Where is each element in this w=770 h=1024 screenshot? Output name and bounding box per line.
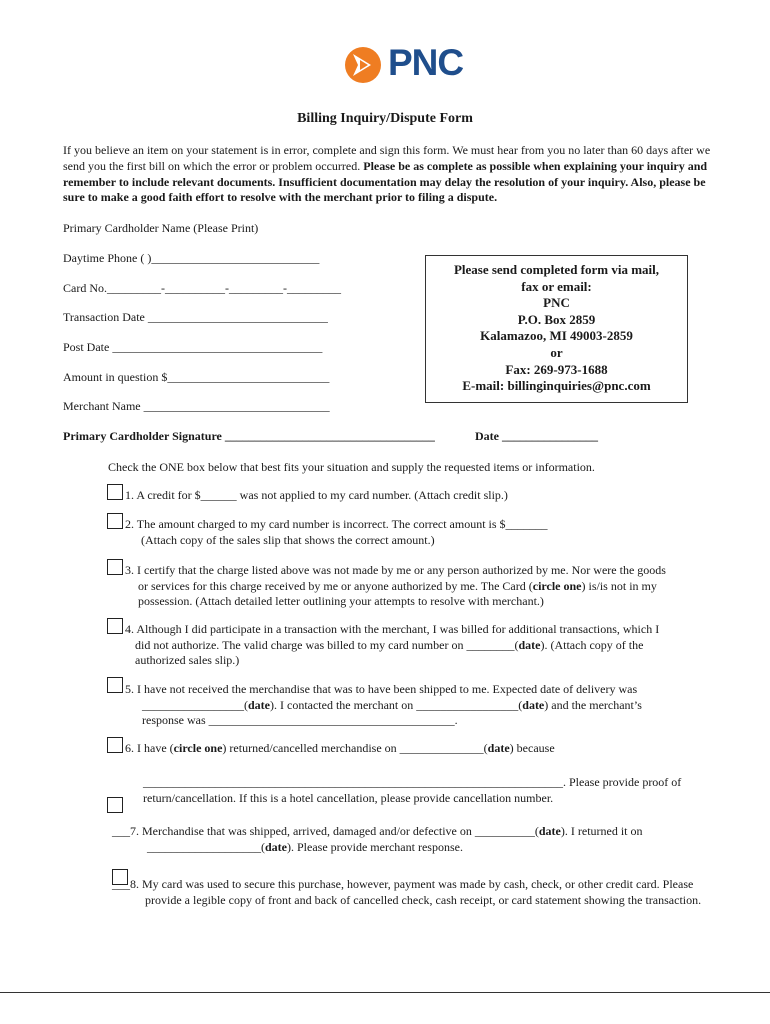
post-date-field[interactable]: Post Date ___________________________________ <box>63 340 323 354</box>
option-5-checkbox[interactable] <box>107 677 123 693</box>
mail-line: Kalamazoo, MI 49003-2859 <box>480 328 633 344</box>
mail-line: P.O. Box 2859 <box>517 311 596 327</box>
mail-line: PNC <box>543 295 570 311</box>
mail-line: or <box>550 344 563 360</box>
amount-field[interactable]: Amount in question $___________________________ <box>63 370 330 384</box>
option-4-checkbox[interactable] <box>107 618 123 634</box>
option-6b-checkbox[interactable] <box>107 797 123 813</box>
mail-line: E-mail: billinginquiries@pnc.com <box>462 378 651 394</box>
intro-bold: Please be as complete as possible when explaining your inquiry and remember to include relevant documents. Insufficient documentation may delay the resolution of your inquiry. Also, please be sure to make a good faith effort to resolve with the merchant prior to filing a dispute. <box>63 158 708 205</box>
logo-text: PNC <box>388 42 464 83</box>
mailing-info-box <box>425 255 688 403</box>
merchant-name-field[interactable]: Merchant Name _______________________________ <box>63 399 330 413</box>
mail-line: fax or email: <box>521 278 592 294</box>
option-8-text: ___8. My card was used to secure this purchase, however, payment was made by cash, check, or other credit card. Please provide a legible copy of front and back of cancelled check, cash receipt, or card statement showing the transaction. <box>112 877 702 907</box>
mail-line: Fax: 269-973-1688 <box>505 361 608 377</box>
option-1-checkbox[interactable] <box>107 484 123 500</box>
pnc-logo <box>344 42 478 84</box>
signature-date-field[interactable]: Date ________________ <box>475 429 598 443</box>
bottom-divider <box>0 992 770 993</box>
transaction-date-field[interactable]: Transaction Date ______________________________ <box>63 310 328 324</box>
option-1-text: 1. A credit for $______ was not applied to my card number. (Attach credit slip.) <box>125 488 508 502</box>
intro-normal: If you believe an item on your statement is in error, complete and sign this form. We must hear from you no later than 60 days after we send you the first bill on which the error or problem occurred. <box>63 143 711 173</box>
instruction-text: Check the ONE box below that best fits your situation and supply the requested items or information. <box>108 460 595 474</box>
option-4-text: 4. Although I did participate in a transaction with the merchant, I was billed for additional transactions, which I did not authorize. The valid charge was billed to my card number on ________(date). (Attach copy of the authorized sales slip.) <box>125 622 660 667</box>
intro-paragraph <box>63 143 723 206</box>
option-3-checkbox[interactable] <box>107 559 123 575</box>
option-2-checkbox[interactable] <box>107 513 123 529</box>
option-2-text: 2. The amount charged to my card number is incorrect. The correct amount is $_______ (Attach copy of the sales slip that shows the correct amount.) <box>125 517 548 547</box>
option-3-text: 3. I certify that the charge listed above was not made by me or any person authorized by me. Nor were the goods or services for this charge received by me or anyone authorized by me. The Card (circle one) is/is not in my possession. (Attach detailed letter outlining your attempts to resolve with merchant.) <box>125 563 666 608</box>
daytime-phone-field[interactable]: Daytime Phone ( )____________________________ <box>63 251 320 265</box>
form-title: Billing Inquiry/Dispute Form <box>297 111 473 126</box>
pnc-logo-icon <box>344 46 384 86</box>
option-7-text[interactable]: ___7. Merchandise that was shipped, arrived, damaged and/or defective on __________(date). I returned it on ___________________(date). Please provide merchant response. <box>112 824 643 854</box>
option-6-checkbox[interactable] <box>107 737 123 753</box>
option-6-text: 6. I have (circle one) returned/cancelled merchandise on ______________(date) because <box>125 741 555 755</box>
mail-line: Please send completed form via mail, <box>453 262 660 277</box>
cardholder-name-field[interactable]: Primary Cardholder Name (Please Print) <box>63 221 259 235</box>
option-5-text: 5. I have not received the merchandise that was to have been shipped to me. Expected date of delivery was _________________(date). I contacted the merchant on _________________(date) and the merchant’s response was _________________________________________. <box>125 682 642 727</box>
option-6-continued: ______________________________________________________________________. Please provide proof of return/cancellation. If this is a hotel cancellation, please provide cancellation number. <box>143 775 682 805</box>
card-number-field[interactable]: Card No._________-__________-_________-_________ <box>63 281 341 295</box>
signature-field[interactable]: Primary Cardholder Signature ___________________________________ <box>63 429 435 443</box>
